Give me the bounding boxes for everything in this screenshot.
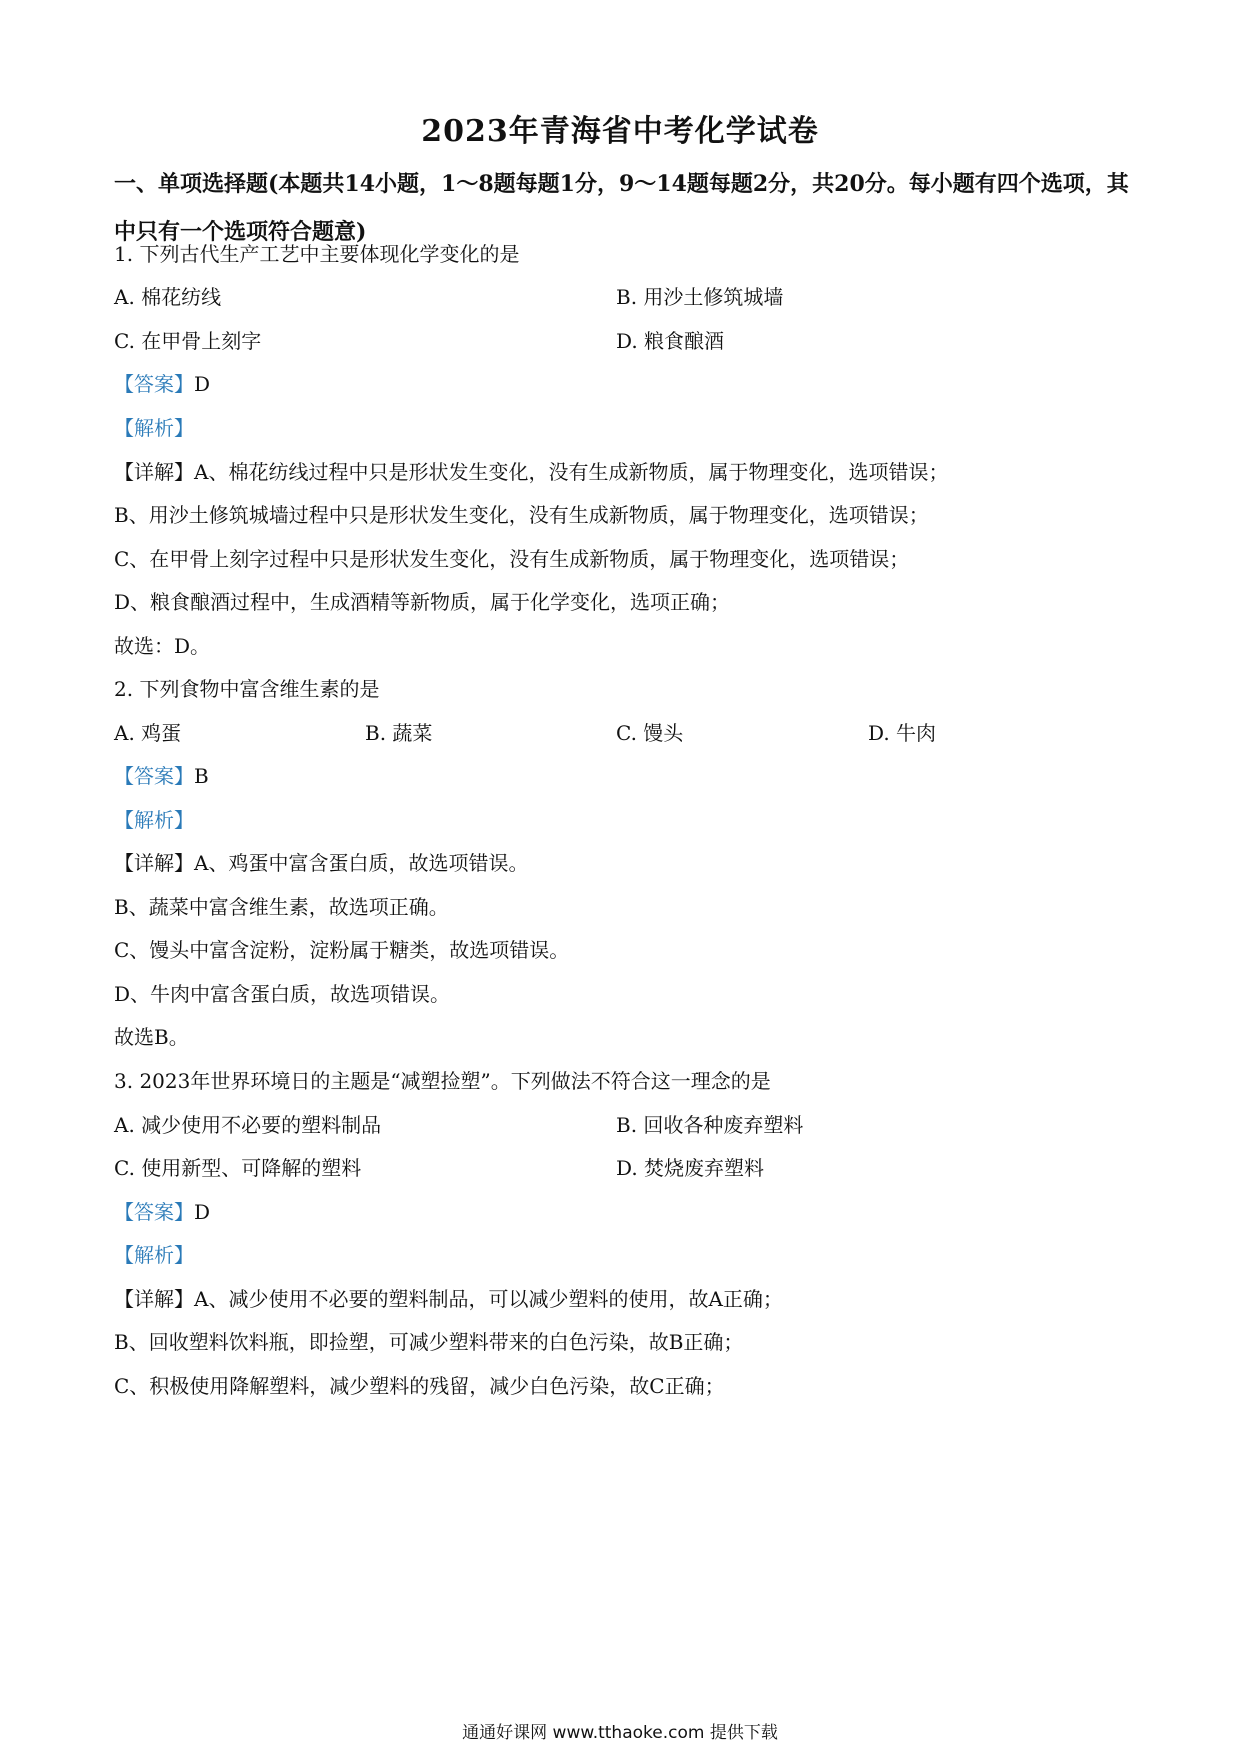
detail-text: A、减少使用不必要的塑料制品，可以减少塑料的使用，故A正确； xyxy=(194,1287,783,1311)
answer-label: 【答案】 xyxy=(114,1200,194,1224)
page-title: 2023年青海省中考化学试卷 xyxy=(421,114,819,149)
section-heading: 一、单项选择题(本题共14小题，1～8题每题1分，9～14题每题2分，共20分。每小题有四个选项，其中只有一个选项符合题意) xyxy=(114,171,1129,245)
question-1-option-a: A. 棉花纺线 xyxy=(114,285,222,309)
question-2-detail-c: C、馒头中富含淀粉，淀粉属于糖类，故选项错误。 xyxy=(114,938,570,962)
question-1-option-b: B. 用沙土修筑城墙 xyxy=(616,285,784,309)
question-3-analysis xyxy=(114,1241,194,1269)
analysis-label: 【解析】 xyxy=(114,416,194,440)
question-1-conclusion: 故选：D。 xyxy=(114,634,211,658)
question-1-option-c: C. 在甲骨上刻字 xyxy=(114,329,262,353)
question-2-detail-b: B、蔬菜中富含维生素，故选项正确。 xyxy=(114,895,449,919)
answer-label: 【答案】 xyxy=(114,764,194,788)
question-1-detail-c: C、在甲骨上刻字过程中只是形状发生变化，没有生成新物质，属于物理变化，选项错误； xyxy=(114,547,910,571)
question-1-analysis xyxy=(114,414,194,442)
answer-value: D xyxy=(194,1200,211,1224)
question-3-detail-b: B、回收塑料饮料瓶，即捡塑，可减少塑料带来的白色污染，故B正确； xyxy=(114,1330,744,1354)
analysis-label: 【解析】 xyxy=(114,808,194,832)
question-2-conclusion: 故选B。 xyxy=(114,1025,189,1049)
question-3-answer xyxy=(114,1198,210,1226)
answer-label: 【答案】 xyxy=(114,372,194,396)
question-3-option-c: C. 使用新型、可降解的塑料 xyxy=(114,1156,362,1180)
answer-value: B xyxy=(194,764,209,788)
question-2-analysis xyxy=(114,806,194,834)
question-1-detail xyxy=(114,458,948,486)
question-3-option-d: D. 焚烧废弃塑料 xyxy=(616,1156,765,1180)
detail-label: 【详解】 xyxy=(114,460,194,484)
question-2-detail-d: D、牛肉中富含蛋白质，故选项错误。 xyxy=(114,982,451,1006)
question-2-option-c: C. 馒头 xyxy=(616,721,684,745)
question-2-option-d: D. 牛肉 xyxy=(868,721,937,745)
footer-watermark: 通通好课网 www.tthaoke.com 提供下载 xyxy=(462,1723,778,1743)
question-3-option-a: A. 减少使用不必要的塑料制品 xyxy=(114,1113,382,1137)
answer-value: D xyxy=(194,372,211,396)
question-1-option-d: D. 粮食酿酒 xyxy=(616,329,725,353)
question-2-answer xyxy=(114,762,209,790)
question-1-answer xyxy=(114,370,210,398)
question-3-detail-c: C、积极使用降解塑料，减少塑料的残留，减少白色污染，故C正确； xyxy=(114,1374,725,1398)
question-2-option-b: B. 蔬菜 xyxy=(365,721,433,745)
question-2-option-a: A. 鸡蛋 xyxy=(114,721,182,745)
detail-text: A、鸡蛋中富含蛋白质，故选项错误。 xyxy=(194,851,529,875)
question-1-detail-b: B、用沙土修筑城墙过程中只是形状发生变化，没有生成新物质，属于物理变化，选项错误； xyxy=(114,503,929,527)
question-3-option-b: B. 回收各种废弃塑料 xyxy=(616,1113,804,1137)
analysis-label: 【解析】 xyxy=(114,1243,194,1267)
detail-label: 【详解】 xyxy=(114,1287,194,1311)
question-1-detail-d: D、粮食酿酒过程中，生成酒精等新物质，属于化学变化，选项正确； xyxy=(114,590,731,614)
question-2-stem: 2. 下列食物中富含维生素的是 xyxy=(114,677,380,701)
question-2-detail xyxy=(114,849,528,877)
question-3-detail xyxy=(114,1285,783,1313)
detail-text: A、棉花纺线过程中只是形状发生变化，没有生成新物质，属于物理变化，选项错误； xyxy=(194,460,949,484)
question-1-stem: 1. 下列古代生产工艺中主要体现化学变化的是 xyxy=(114,242,520,266)
detail-label: 【详解】 xyxy=(114,851,194,875)
question-3-stem: 3. 2023年世界环境日的主题是“减塑捡塑”。下列做法不符合这一理念的是 xyxy=(114,1069,771,1093)
